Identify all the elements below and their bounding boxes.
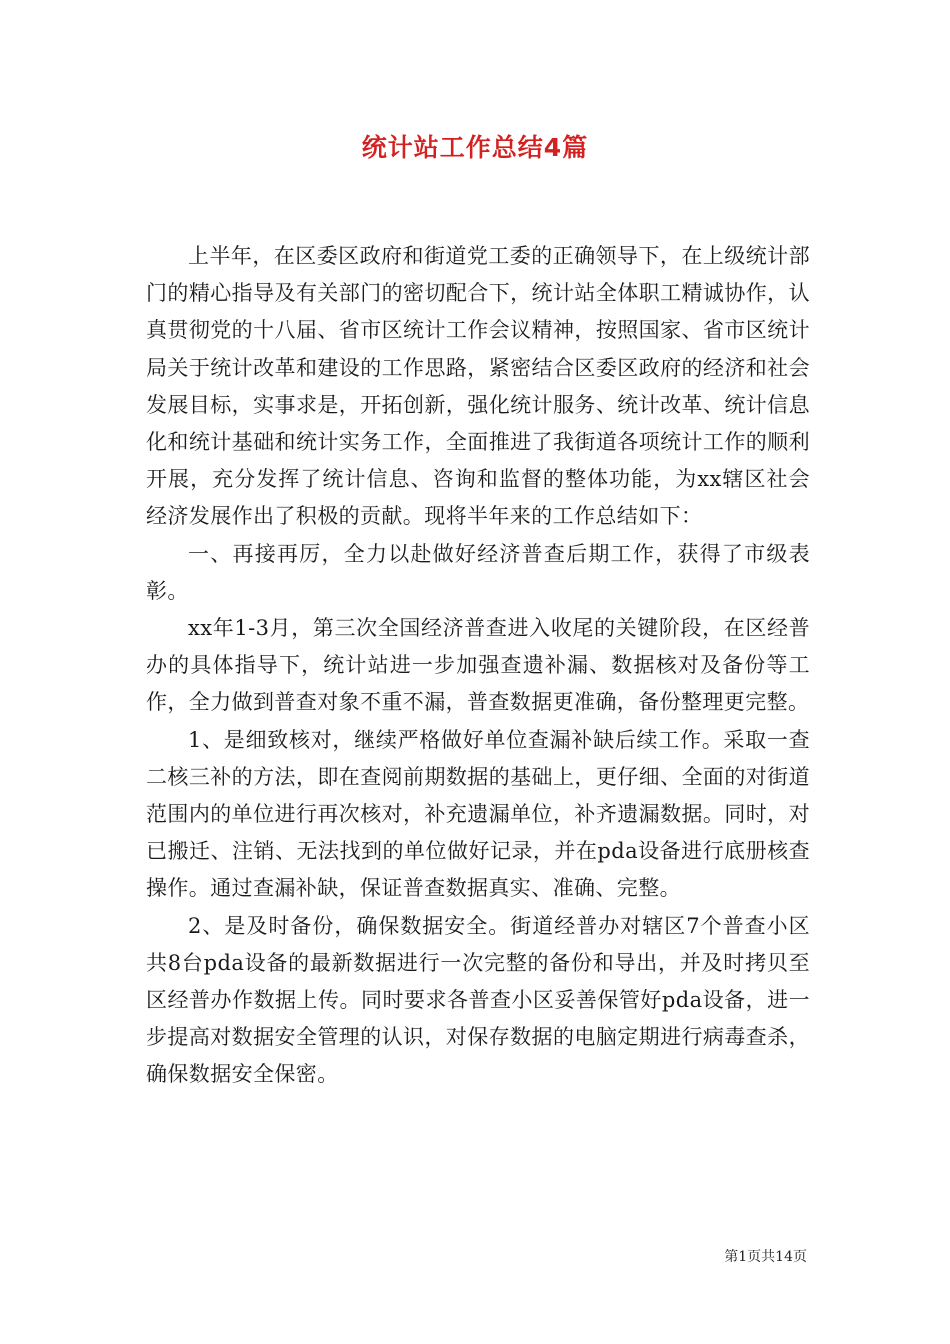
page-number: 第1页共14页 (724, 1249, 807, 1265)
document-body (146, 238, 810, 1094)
paragraph-census-overview: xx年1-3月，第三次全国经济普查进入收尾的关键阶段，在区经普办的具体指导下，统计站进一步加强查遗补漏、数据核对及备份等工作，全力做到普查对象不重不漏，普查数据更准确，备份整理更完整。 (146, 616, 810, 715)
paragraph-item-1: 1、是细致核对，继续严格做好单位查漏补缺后续工作。采取一查二核三补的方法，即在查阅前期数据的基础上，更仔细、全面的对街道范围内的单位进行再次核对，补充遗漏单位，补齐遗漏数据。同时，对已搬迁、注销、无法找到的单位做好记录，并在pda设备进行底册核查操作。通过查漏补缺，保证普查数据真实、准确、完整。 (146, 727, 810, 901)
paragraph-intro: 上半年，在区委区政府和街道党工委的正确领导下，在上级统计部门的精心指导及有关部门的密切配合下，统计站全体职工精诚协作，认真贯彻党的十八届、省市区统计工作会议精神，按照国家、省市区统计局关于统计改革和建设的工作思路，紧密结合区委区政府的经济和社会发展目标，实事求是，开拓创新，强化统计服务、统计改革、统计信息化和统计基础和统计实务工作，全面推进了我街道各项统计工作的顺利开展，充分发挥了统计信息、咨询和监督的整体功能，为xx辖区社会经济发展作出了积极的贡献。现将半年来的工作总结如下： (146, 244, 810, 529)
paragraph-section-heading: 一、再接再厉，全力以赴做好经济普查后期工作，获得了市级表彰。 (146, 541, 810, 603)
document-title: 统计站工作总结4篇 (361, 133, 589, 162)
paragraph-item-2: 2、是及时备份，确保数据安全。街道经普办对辖区7个普查小区共8台pda设备的最新数据进行一次完整的备份和导出，并及时拷贝至区经普办作数据上传。同时要求各普查小区妥善保管好pda设备，进一步提高对数据安全管理的认识，对保存数据的电脑定期进行病毒查杀，确保数据安全保密。 (146, 913, 810, 1087)
